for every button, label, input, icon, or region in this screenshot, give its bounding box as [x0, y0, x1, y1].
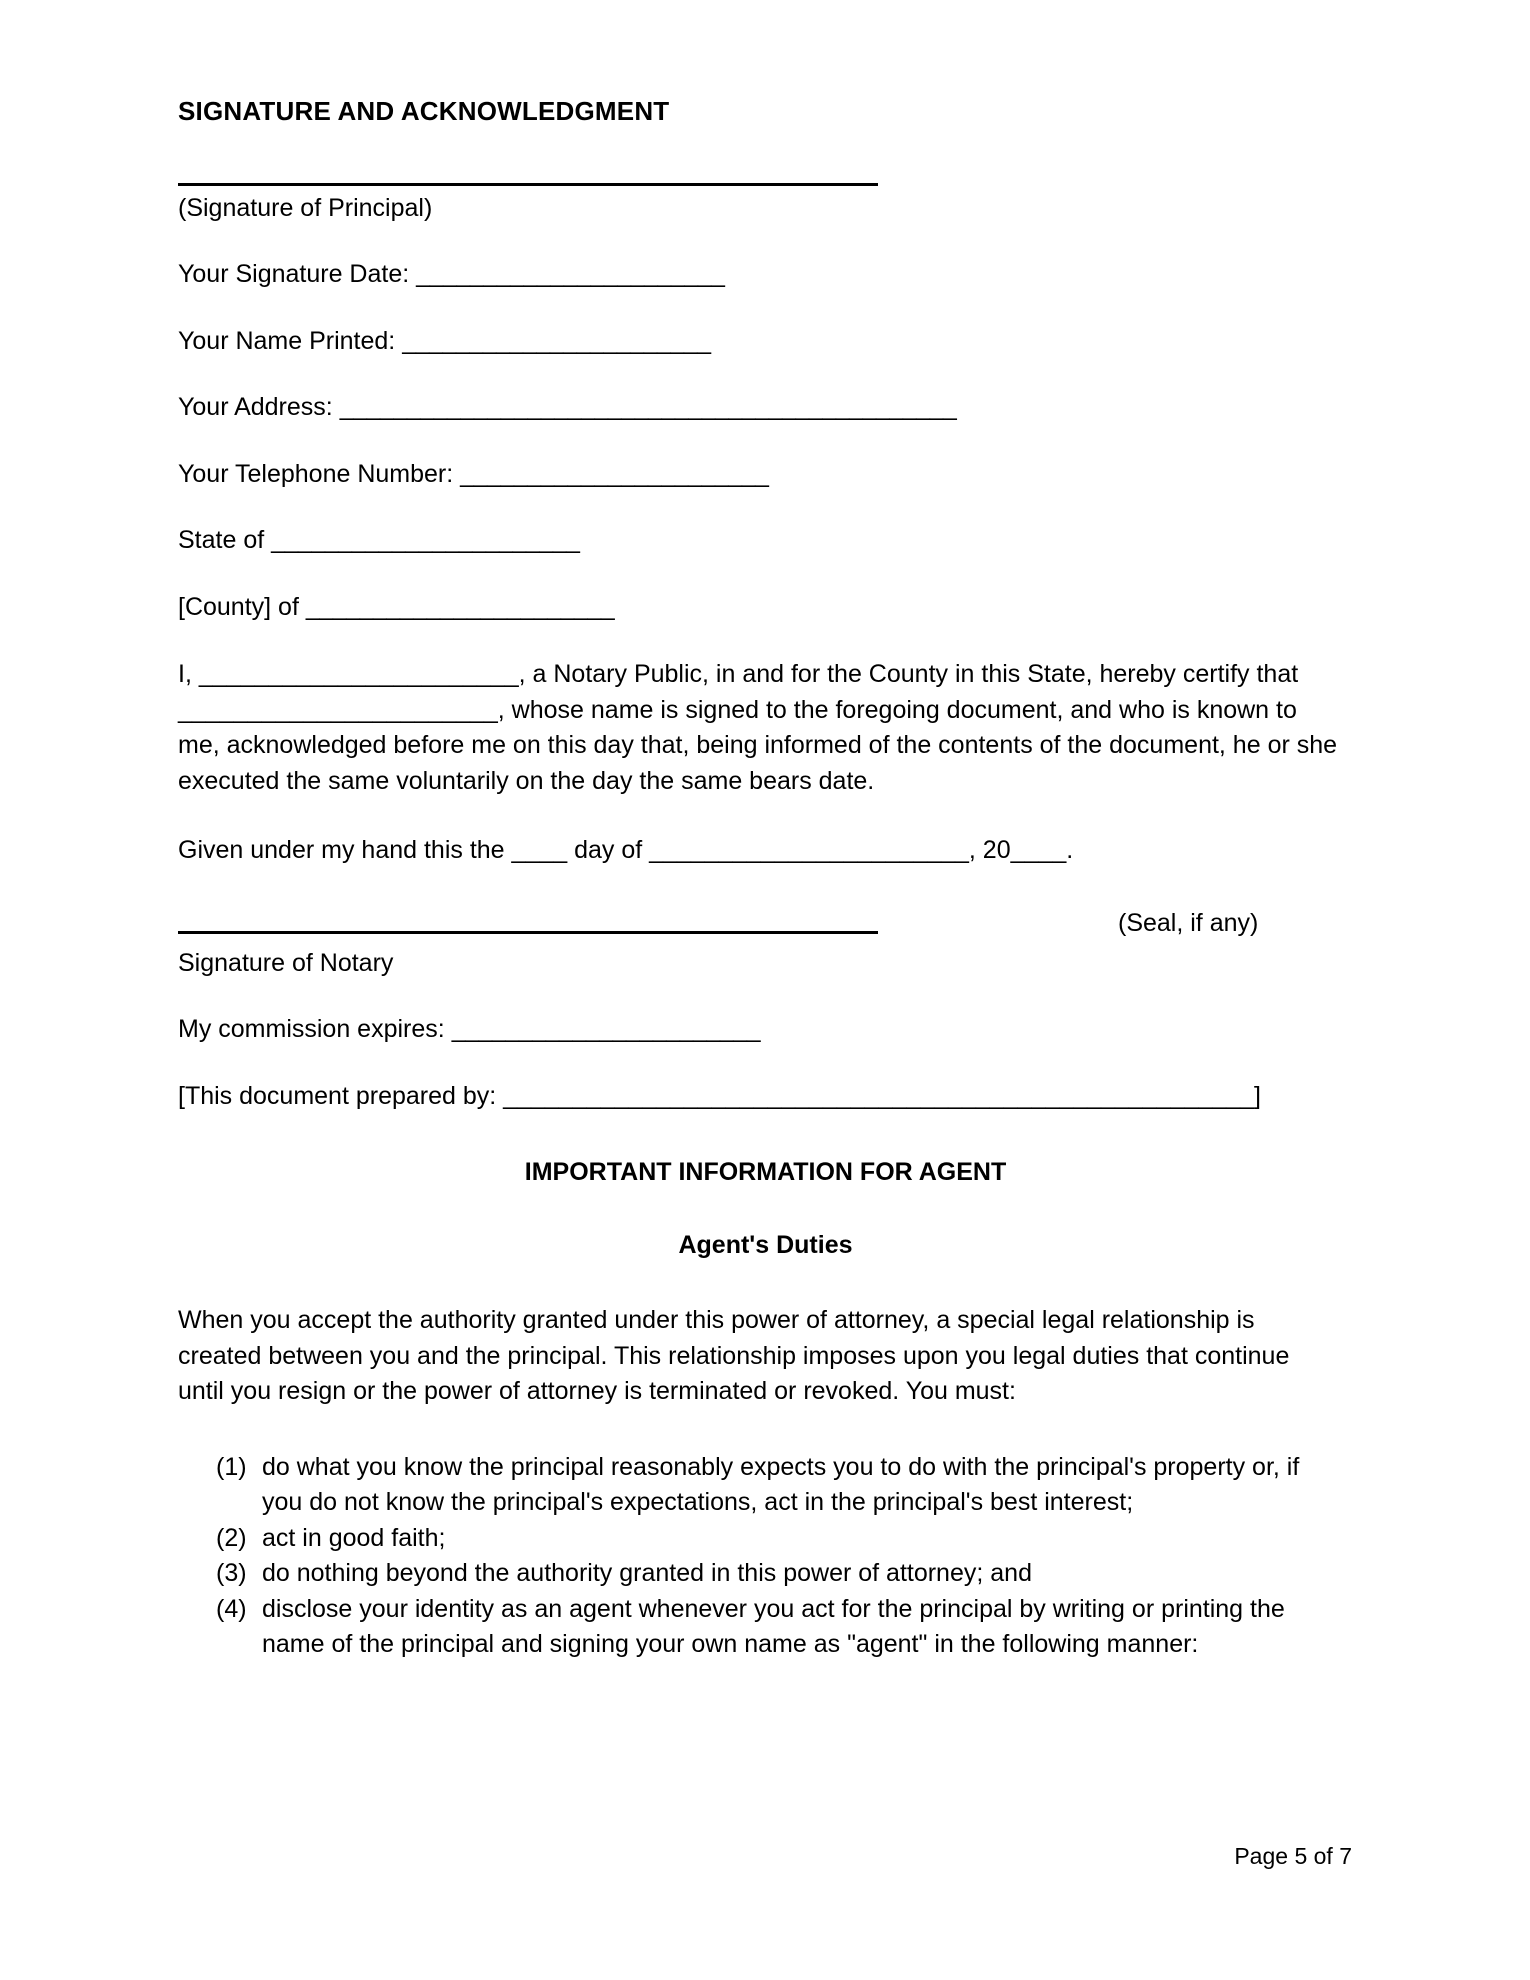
- list-item-text: do nothing beyond the authority granted in this power of attorney; and: [262, 1559, 1032, 1588]
- field-blank[interactable]: _______________________: [305, 592, 615, 621]
- field-label: Your Telephone Number:: [178, 459, 454, 488]
- list-item-number: (4): [216, 1594, 247, 1623]
- list-item-text: act in good faith;: [262, 1523, 446, 1552]
- field-signature-date: [178, 258, 1353, 291]
- list-item: [216, 1592, 1336, 1663]
- field-state: [178, 524, 1353, 557]
- notary-certification-paragraph: I, _______________________, a Notary Public, in and for the County in this State, hereby certify that _______________________, whose name is signed to the foregoing document, and who is known to me, acknowledged before me on this day that, being informed of the contents of the document, he or she executed the same voluntarily on the day the same bears date.: [178, 660, 1338, 795]
- field-blank[interactable]: _______________________: [460, 459, 769, 488]
- list-item: [216, 1521, 1336, 1557]
- field-county: [178, 591, 1353, 624]
- notary-signature-rule: [178, 931, 878, 934]
- agent-duties-list: [216, 1450, 1336, 1663]
- field-blank[interactable]: ______________________________________________: [339, 393, 957, 422]
- field-name-printed: [178, 325, 1353, 358]
- field-blank[interactable]: _______________________: [451, 1015, 760, 1044]
- list-item-text: do what you know the principal reasonably expects you to do with the principal's property or, if you do not know the principal's expectations, act in the principal's best interest;: [262, 1452, 1300, 1517]
- field-telephone: [178, 458, 1353, 491]
- agent-duties-intro: When you accept the authority granted under this power of attorney, a special legal relationship is created between you and the principal. This relationship imposes upon you legal duties that continue until you resign or the power of attorney is terminated or revoked. You must:: [178, 1306, 1290, 1406]
- field-blank[interactable]: _______________________: [402, 326, 711, 355]
- field-label: My commission expires:: [178, 1015, 445, 1044]
- field-blank[interactable]: _______________________: [416, 260, 725, 289]
- field-label: State of: [178, 526, 265, 555]
- given-under-hand-line: Given under my hand this the ____ day of _______________________, 20____.: [178, 836, 1074, 865]
- list-item: [216, 1556, 1336, 1592]
- field-blank[interactable]: _______________________: [271, 526, 580, 555]
- list-item-text: disclose your identity as an agent whenever you act for the principal by writing or printing the name of the principal and signing your own name as "agent" in the following manner:: [262, 1594, 1285, 1659]
- page-number: Page 5 of 7: [1234, 1843, 1352, 1869]
- field-label: Your Address:: [178, 393, 333, 422]
- notary-signature-caption: Signature of Notary: [178, 948, 394, 977]
- field-commission-expires: [178, 1013, 1353, 1046]
- agent-info-heading: IMPORTANT INFORMATION FOR AGENT: [524, 1158, 1007, 1187]
- principal-signature-rule: [178, 183, 878, 186]
- field-address: [178, 391, 1353, 424]
- agent-duties-subheading: Agent's Duties: [678, 1230, 853, 1259]
- page-title: SIGNATURE AND ACKNOWLEDGMENT: [178, 96, 670, 126]
- seal-note: (Seal, if any): [1118, 908, 1259, 937]
- principal-signature-caption: (Signature of Principal): [178, 194, 433, 223]
- field-label: Your Signature Date:: [178, 260, 410, 289]
- list-item-number: (3): [216, 1559, 247, 1588]
- document-content: [178, 96, 1353, 1663]
- prepared-by-line[interactable]: [This document prepared by: ______________________________________________________]: [178, 1081, 1261, 1110]
- notary-signature-row: [178, 907, 1353, 943]
- list-item-number: (2): [216, 1523, 247, 1552]
- field-label: [County] of: [178, 592, 299, 621]
- list-item: [216, 1450, 1336, 1521]
- field-label: Your Name Printed:: [178, 326, 396, 355]
- list-item-number: (1): [216, 1452, 247, 1481]
